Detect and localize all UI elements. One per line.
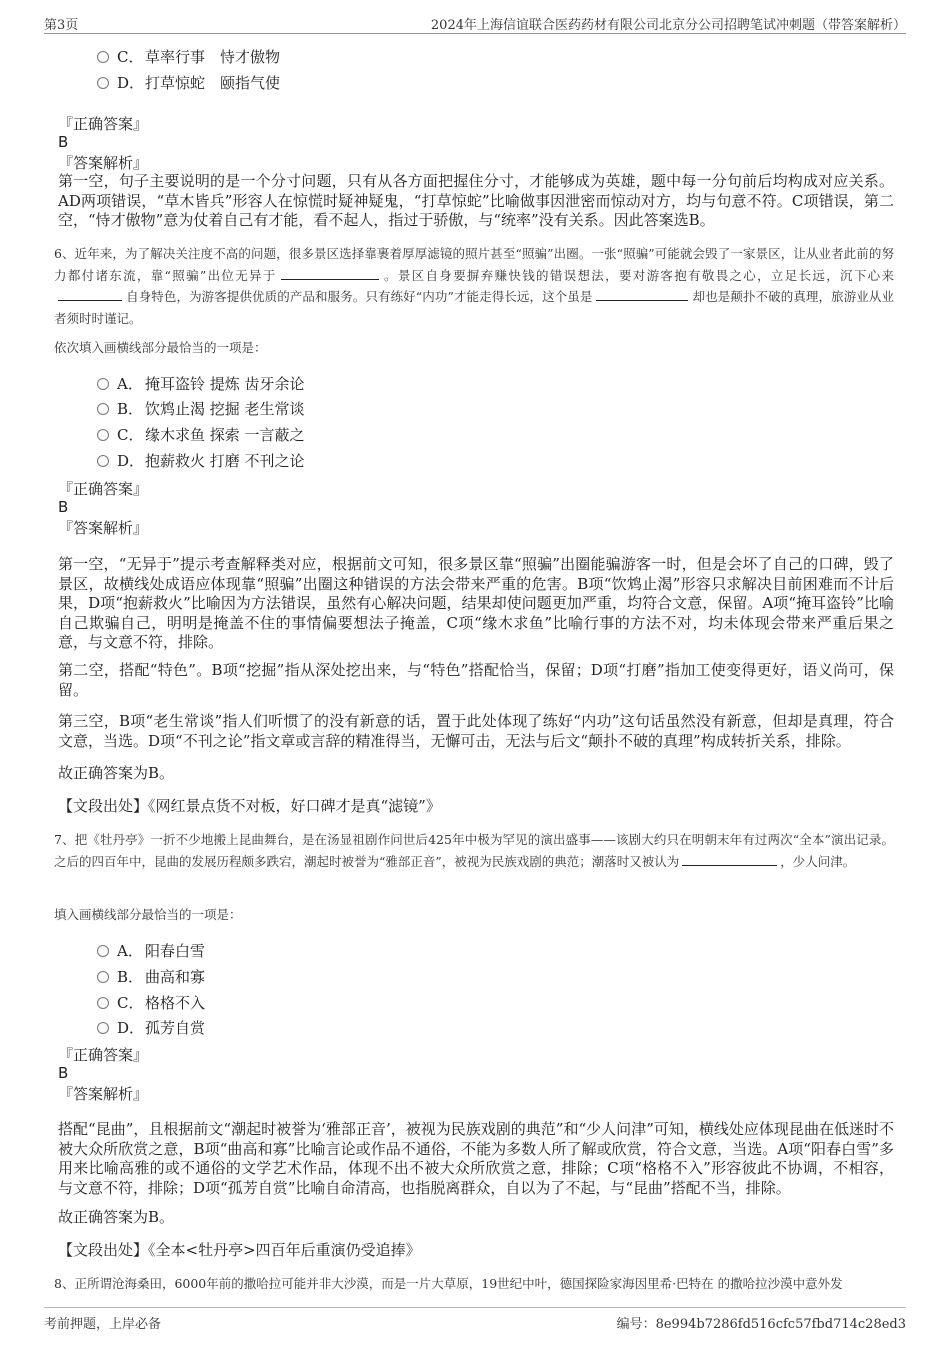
radio-icon[interactable]	[97, 429, 109, 441]
radio-icon[interactable]	[97, 455, 109, 467]
q6-stem: 6、近年来，为了解决关注度不高的问题，很多景区选择靠裹着厚厚滤镜的照片甚至“照骗”出圈。一张“照骗”可能就会毁了一家景区，让从业者此前的努力都付诸东流，靠“照骗”出位无异于 。景区自身要摒弃赚快钱的错误想法，要对游客抱有敬畏之心，立足长远，沉下心来自身特色，为游客提供优质的产品和服务。只有练好“内功”才能走得长远，这个虽是 却也是颠扑不破的真理，旅游业从业者须时时谨记。	[54, 246, 894, 326]
q6-prompt: 依次填入画横线部分最恰当的一项是：	[54, 340, 267, 355]
radio-icon[interactable]	[97, 1022, 109, 1034]
document-id: 编号：8e994b7286fd516cfc57fbd714c28ed3	[616, 1317, 906, 1332]
q6-analysis-label: 『答案解析』	[58, 519, 149, 537]
q7-option-c[interactable]: C． 格格不入	[97, 993, 205, 1013]
q5-answer: B	[58, 133, 69, 151]
q7-blank	[682, 851, 777, 866]
q6-analysis-p1: 第一空，“无异于”提示考查解释类对应，根据前文可知，很多景区靠“照骗”出圈能骗游客一时，但是会坏了自己的口碑，毁了景区，故横线处成语应体现靠“照骗”出圈这种错误的方法会带来严重的危害。B项“饮鸩止渴”形容只求解决目前困难而不计后果，D项“抱薪救火”比喻因为方法错误，虽然有心解决问题，结果却使问题更加严重，均符合文意，保留。A项“掩耳盗铃”比喻自己欺骗自己，明明是掩盖不住的事情偏要想法子掩盖，C项“缘木求鱼”比喻行事的方法不对，均未体现会带来严重后果之意，与文意不符，排除。	[58, 555, 894, 651]
footer-divider	[44, 1307, 906, 1308]
q5-option-d[interactable]: D．打草惊蛇 颐指气使	[97, 73, 280, 93]
q7-option-d[interactable]: D．孤芳自赏	[97, 1018, 205, 1038]
q6-source: 【文段出处】《网红景点货不对板，好口碑才是真“滤镜”》	[58, 797, 441, 815]
q6-blank-1	[281, 265, 379, 280]
q6-blank-2	[58, 286, 122, 301]
q5-analysis: 第一空，句子主要说明的是一个分寸问题，只有从各方面把握住分寸，才能够成为英雄，题中每一分句前后均构成对应关系。AD两项错误，“草木皆兵”形容人在惊慌时疑神疑鬼，“打草惊蛇”比喻做事因泄密而惊动对方，均与句意不符。C项错误，第二空，“恃才傲物”意为仗着自己有才能，看不起人，指过于骄傲，与“统率”没有关系。因此答案选B。	[58, 172, 894, 229]
q7-analysis-p1: 搭配“昆曲”，且根据前文“潮起时被誉为‘雅部正音’，被视为民族戏剧的典范”和“少人问津”可知，横线处应体现昆曲在低迷时不被大众所欣赏之意，B项“曲高和寡”比喻言论或作品不通俗，不能为多数人所了解或欣赏，符合文意，当选。A项“阳春白雪”多用来比喻高雅的或不通俗的文学艺术作品，体现不出不被大众所欣赏之意，排除；C项“格格不入”形容彼此不协调，不相容，与文意不符，排除；D项“孤芳自赏”比喻自命清高，也指脱离群众，自以为了不起，与“昆曲”搭配不当，排除。	[58, 1120, 894, 1197]
page-number: 第3页	[44, 18, 79, 33]
q7-analysis-label: 『答案解析』	[58, 1085, 149, 1103]
q5-analysis-label: 『答案解析』	[58, 154, 149, 172]
q7-option-a[interactable]: A． 阳春白雪	[97, 941, 205, 961]
q6-analysis-p2: 第二空，搭配“特色”。B项“挖掘”指从深处挖出来，与“特色”搭配恰当，保留；D项“打磨”指加工使变得更好，语义尚可，保留。	[58, 661, 894, 699]
radio-icon[interactable]	[97, 403, 109, 415]
q6-option-a[interactable]: A． 掩耳盗铃 提炼 齿牙余论	[97, 374, 305, 394]
q7-answer: B	[58, 1064, 69, 1082]
q6-answer: B	[58, 498, 69, 516]
q6-analysis-p3: 第三空，B项“老生常谈”指人们听惯了的没有新意的话，置于此处体现了练好“内功”这句话虽然没有新意，但却是真理，符合文意，当选。D项“不刊之论”指文章或言辞的精准得当，无懈可击，无法与后文“颠扑不破的真理”构成转折关系，排除。	[58, 712, 894, 750]
q6-option-d[interactable]: D．抱薪救火 打磨 不刊之论	[97, 451, 305, 471]
q5-answer-label: 『正确答案』	[58, 115, 149, 133]
q7-source: 【文段出处】《全本<牡丹亭>四百年后重演仍受追捧》	[58, 1241, 421, 1259]
q7-answer-label: 『正确答案』	[58, 1046, 149, 1064]
q7-prompt: 填入画横线部分最恰当的一项是：	[54, 907, 242, 922]
q7-option-b[interactable]: B． 曲高和寡	[97, 967, 205, 987]
radio-icon[interactable]	[97, 971, 109, 983]
radio-icon[interactable]	[97, 378, 109, 390]
radio-icon[interactable]	[97, 945, 109, 957]
q6-option-b[interactable]: B． 饮鸩止渴 挖掘 老生常谈	[97, 399, 305, 419]
q6-analysis-p4: 故正确答案为B。	[58, 764, 175, 782]
document-title: 2024年上海信谊联合医药药材有限公司北京分公司招聘笔试冲刺题（带答案解析）	[430, 18, 906, 33]
q6-option-c[interactable]: C． 缘木求鱼 探索 一言蔽之	[97, 425, 305, 445]
header-divider	[44, 33, 906, 34]
q5-option-c[interactable]: C． 草率行事 恃才傲物	[97, 47, 280, 67]
radio-icon[interactable]	[97, 77, 109, 89]
radio-icon[interactable]	[97, 997, 109, 1009]
q7-stem: 7、把《牡丹亭》一折不少地搬上昆曲舞台，是在汤显祖剧作问世后425年中极为罕见的演出盛事——该剧大约只在明朝末年有过两次“全本”演出记录。之后的四百年中，昆曲的发展历程颇多跌宕，潮起时被誉为“雅部正音”，被视为民族戏剧的典范；潮落时又被认为 ，少人问津。	[54, 832, 894, 869]
footer-slogan: 考前押题，上岸必备	[44, 1317, 162, 1332]
page-header	[44, 14, 906, 34]
q6-blank-3	[596, 286, 688, 301]
q8-stem: 8、正所谓沧海桑田，6000年前的撒哈拉可能并非大沙漠，而是一片大草原，19世纪中叶，德国探险家海因里希·巴特在 的撒哈拉沙漠中意外发	[54, 1276, 843, 1291]
q6-answer-label: 『正确答案』	[58, 480, 149, 498]
q7-analysis-p2: 故正确答案为B。	[58, 1208, 175, 1226]
page-footer	[44, 1313, 906, 1331]
radio-icon[interactable]	[97, 51, 109, 63]
